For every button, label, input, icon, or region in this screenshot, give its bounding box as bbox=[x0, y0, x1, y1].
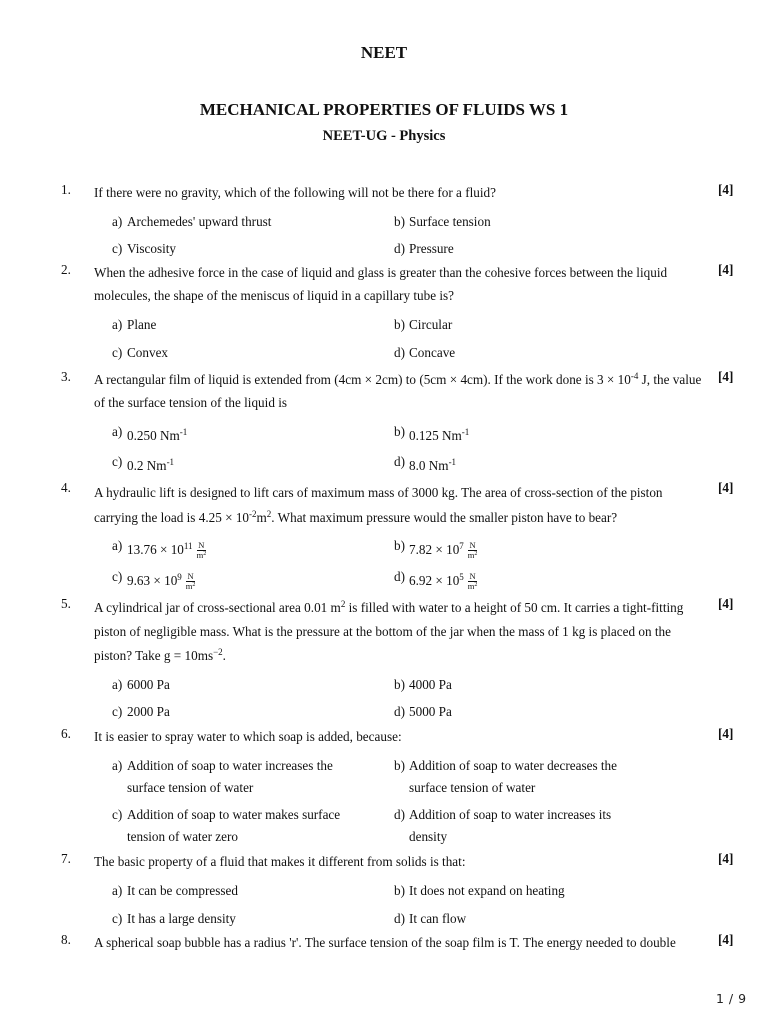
option-text: 4000 Pa bbox=[409, 677, 452, 692]
option-text: Addition of soap to water decreases the surface tension of water bbox=[409, 758, 617, 795]
option-text: Surface tension bbox=[409, 214, 491, 229]
question-text: A spherical soap bubble has a radius 'r'. The surface tension of the soap film is T. The energy needed to double bbox=[94, 935, 676, 950]
option-text: $13.76 \times 10^{11}$ $\frac{N}{m^2}$ bbox=[127, 540, 207, 561]
option-label: a) bbox=[112, 538, 123, 553]
option-label: d) bbox=[394, 241, 405, 256]
option-label: b) bbox=[394, 883, 405, 898]
question-number: 4. bbox=[61, 480, 71, 495]
option-label: b) bbox=[394, 214, 405, 229]
question-number: 7. bbox=[61, 851, 71, 866]
option-text: Addition of soap to water increases the surface tension of water bbox=[127, 758, 333, 795]
option-label: a) bbox=[112, 424, 123, 439]
option-label: c) bbox=[112, 807, 123, 822]
worksheet-title: MECHANICAL PROPERTIES OF FLUIDS WS 1 bbox=[199, 100, 569, 119]
option-label: c) bbox=[112, 704, 123, 719]
unit-fraction: $\frac{N}{m^2}$ bbox=[185, 571, 196, 592]
option-text: Addition of soap to water increases its density bbox=[409, 807, 612, 844]
option-label: a) bbox=[112, 758, 123, 773]
option-label: a) bbox=[112, 317, 123, 332]
question-marks: [4] bbox=[718, 726, 734, 741]
option-label: a) bbox=[112, 214, 123, 229]
option-label: d) bbox=[394, 454, 405, 469]
question-number: 8. bbox=[61, 932, 71, 947]
question-text: A cylindrical jar of cross-sectional area 0.01 $m^2$ is filled with water to a height of 50 cm. It carries a tight-fitting piston of negligible mass. What is the pressure at the bottom of the jar when the mass of 1 kg is placed on the piston? Take $g = 10ms^{-2}$. bbox=[94, 599, 684, 663]
question-number: 2. bbox=[61, 262, 71, 277]
option-label: b) bbox=[394, 677, 405, 692]
option-text: 6000 Pa bbox=[127, 677, 170, 692]
option-label: c) bbox=[112, 345, 123, 360]
option-label: d) bbox=[394, 345, 405, 360]
option-label: c) bbox=[112, 569, 123, 584]
option-text: 8.0 $Nm^{-1}$ bbox=[409, 457, 457, 473]
option-label: d) bbox=[394, 911, 405, 926]
question-marks: [4] bbox=[718, 851, 734, 866]
option-text: 0.250 $Nm^{-1}$ bbox=[127, 427, 188, 443]
option-text: $7.82 \times 10^7$ $\frac{N}{m^2}$ bbox=[409, 540, 478, 561]
option-text: $6.92 \times 10^5$ $\frac{N}{m^2}$ bbox=[409, 571, 478, 592]
option-text: 0.125 $Nm^{-1}$ bbox=[409, 427, 470, 443]
question-marks: [4] bbox=[718, 262, 734, 277]
question-number: 3. bbox=[61, 369, 71, 384]
option-label: b) bbox=[394, 538, 405, 553]
option-text: Viscosity bbox=[127, 241, 177, 256]
option-label: b) bbox=[394, 758, 405, 773]
option-label: b) bbox=[394, 317, 405, 332]
question-text: The basic property of a fluid that makes it different from solids is that: bbox=[94, 854, 466, 869]
question-text: A hydraulic lift is designed to lift cars of maximum mass of 3000 kg. The area of cross-section of the piston carrying the load is $4.25 \times 10^{-2}m^2$. What maximum pressure would the smaller piston have to bear? bbox=[94, 485, 663, 525]
option-label: a) bbox=[112, 883, 123, 898]
question-marks: [4] bbox=[718, 932, 734, 947]
option-text: It can flow bbox=[409, 911, 467, 926]
option-text: 2000 Pa bbox=[127, 704, 170, 719]
option-label: c) bbox=[112, 911, 123, 926]
option-label: c) bbox=[112, 454, 123, 469]
option-label: a) bbox=[112, 677, 123, 692]
question-marks: [4] bbox=[718, 369, 734, 384]
option-label: d) bbox=[394, 807, 405, 822]
option-text: 0.2 $Nm^{-1}$ bbox=[127, 457, 175, 473]
question-marks: [4] bbox=[718, 182, 734, 197]
option-label: d) bbox=[394, 569, 405, 584]
option-text: 5000 Pa bbox=[409, 704, 452, 719]
question-marks: [4] bbox=[718, 596, 734, 611]
option-text: Convex bbox=[127, 345, 169, 360]
question-marks: [4] bbox=[718, 480, 734, 495]
option-text: Plane bbox=[127, 317, 157, 332]
option-text: It does not expand on heating bbox=[409, 883, 565, 898]
option-label: b) bbox=[394, 424, 405, 439]
option-text: Circular bbox=[409, 317, 453, 332]
option-text: $9.63 \times 10^9$ $\frac{N}{m^2}$ bbox=[127, 571, 196, 592]
unit-fraction: $\frac{N}{m^2}$ bbox=[467, 571, 478, 592]
question-text: A rectangular film of liquid is extended from (4cm × 2cm) to (5cm × 4cm). If the work done is $3 \times 10^{-4}$ J, the value of the surface tension of the liquid is bbox=[94, 371, 702, 410]
question-text: It is easier to spray water to which soap is added, because: bbox=[94, 729, 402, 744]
option-label: c) bbox=[112, 241, 123, 256]
option-text: Archemedes' upward thrust bbox=[127, 214, 272, 229]
unit-fraction: $\frac{N}{m^2}$ bbox=[467, 540, 478, 561]
question-number: 1. bbox=[61, 182, 71, 197]
option-text: It has a large density bbox=[127, 911, 236, 926]
option-text: Pressure bbox=[409, 241, 454, 256]
option-text: Addition of soap to water makes surface tension of water zero bbox=[127, 807, 341, 844]
worksheet-subtitle: NEET-UG - Physics bbox=[322, 128, 446, 144]
option-text: It can be compressed bbox=[127, 883, 238, 898]
page-number: 1 / 9 bbox=[716, 991, 747, 1006]
question-number: 5. bbox=[61, 596, 71, 611]
option-label: d) bbox=[394, 704, 405, 719]
document-brand: NEET bbox=[360, 43, 408, 62]
option-text: Concave bbox=[409, 345, 456, 360]
question-text: When the adhesive force in the case of liquid and glass is greater than the cohesive forces between the liquid molecules, the shape of the meniscus of liquid in a capillary tube is? bbox=[94, 265, 668, 303]
question-text: If there were no gravity, which of the following will not be there for a fluid? bbox=[94, 185, 496, 200]
question-number: 6. bbox=[61, 726, 71, 741]
unit-fraction: $\frac{N}{m^2}$ bbox=[196, 540, 207, 561]
